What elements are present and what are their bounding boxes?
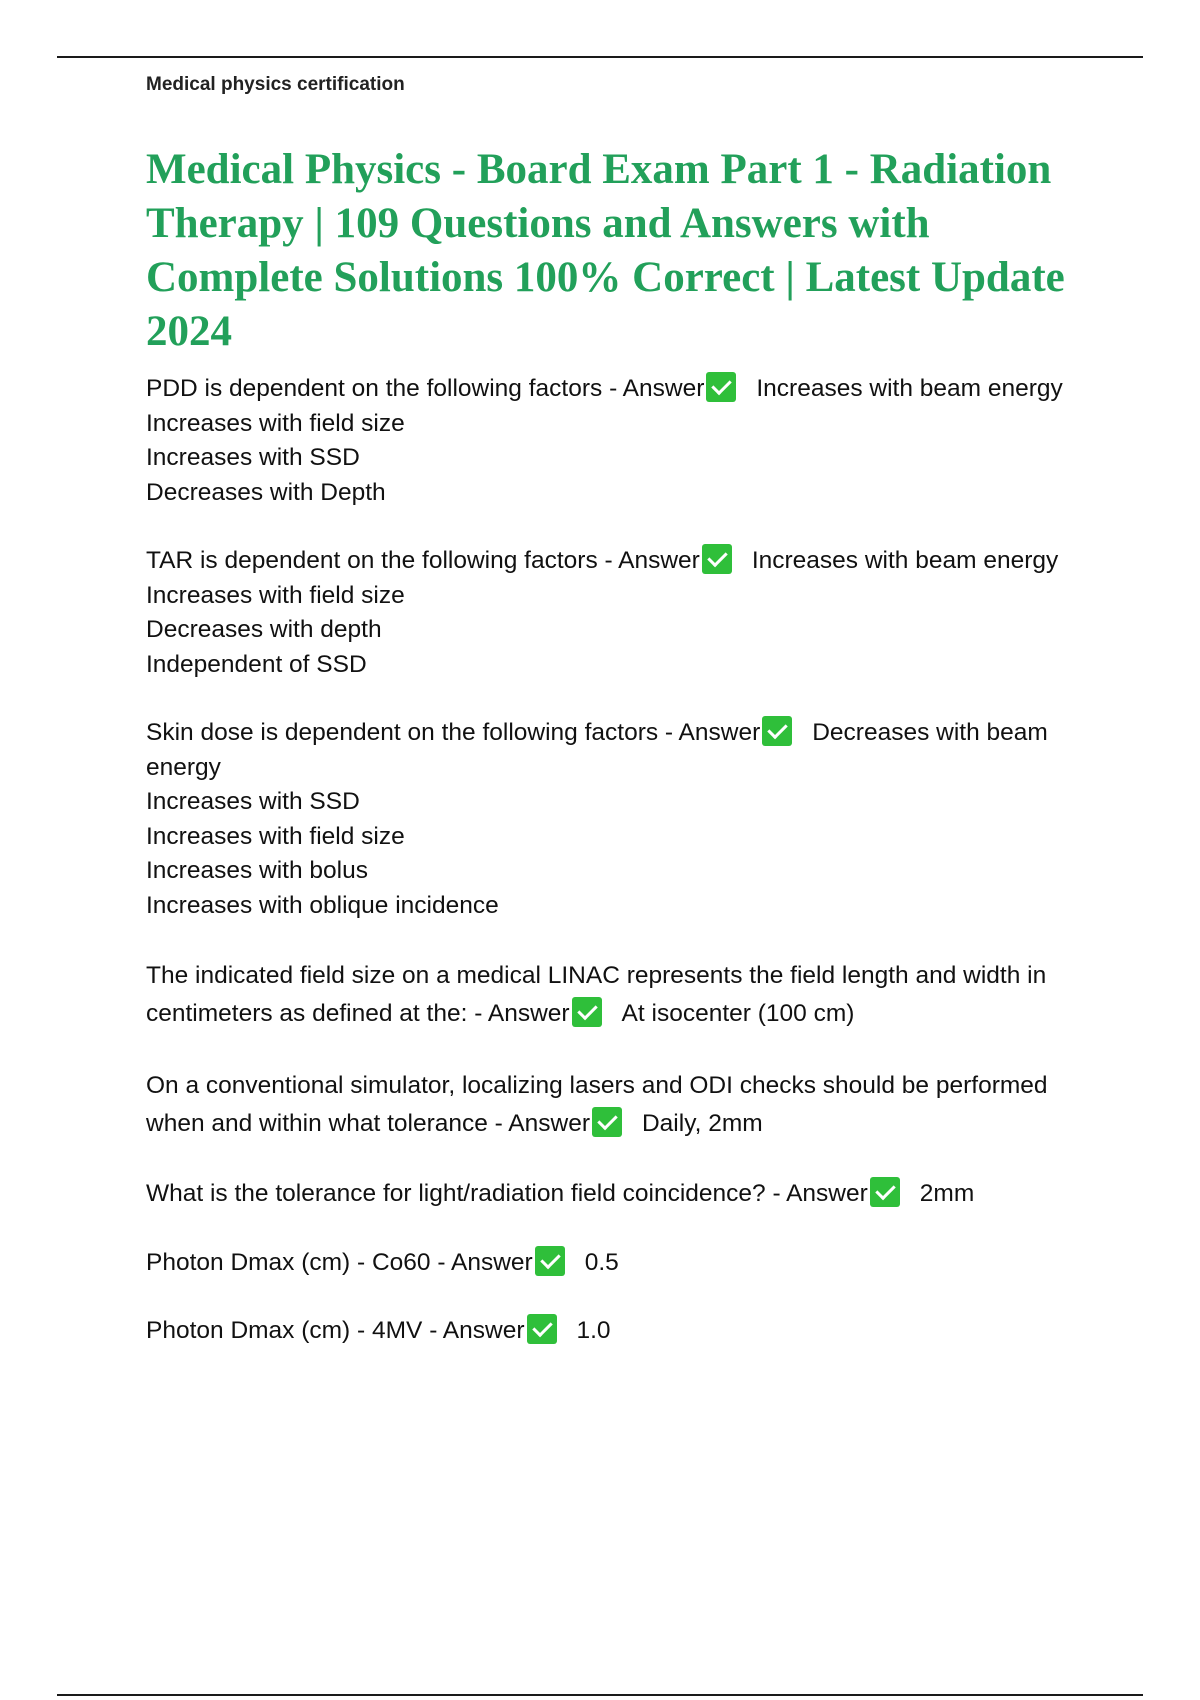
answer-text: 1.0 — [576, 1317, 611, 1344]
checkmark-icon — [527, 1314, 557, 1344]
answer-text: Decreases with beam energy — [146, 719, 1048, 781]
qa-item — [146, 1067, 1096, 1143]
qa-item — [146, 957, 1096, 1033]
question-text: The indicated field size on a medical LINAC represents the field length and width in centimeters as defined at the: — [146, 962, 1047, 1027]
answer-label: - Answer — [772, 1180, 868, 1207]
question-text: Photon Dmax (cm) - 4MV — [146, 1317, 423, 1344]
answer-label: - Answer — [474, 1000, 570, 1027]
document-title: Medical Physics - Board Exam Part 1 - Radiation Therapy | 109 Questions and Answers with Complete Solutions 100% Correct | Latest Update 2024 — [146, 146, 1065, 355]
answer-line: Increases with SSD — [146, 788, 360, 815]
qa-item — [146, 1177, 1096, 1212]
checkmark-icon — [535, 1246, 565, 1276]
answer-label: - Answer — [429, 1317, 525, 1344]
question-text: Skin dose is dependent on the following factors — [146, 719, 659, 746]
top-rule — [57, 56, 1143, 58]
qa-list — [146, 372, 1096, 1349]
checkmark-icon — [572, 997, 602, 1027]
answer-label: - Answer — [437, 1248, 533, 1276]
answer-text: 2mm — [919, 1180, 975, 1207]
qa-item — [146, 1246, 1096, 1281]
checkmark-icon — [706, 372, 736, 402]
answer-line: Increases with SSD — [146, 444, 360, 471]
answer-text: 0.5 — [584, 1248, 619, 1276]
qa-item — [146, 716, 1096, 923]
answer-line: Increases with field size — [146, 409, 405, 437]
page-header: Medical physics certification — [146, 74, 405, 95]
question-text: Photon Dmax (cm) - Co60 — [146, 1248, 431, 1276]
bottom-rule — [57, 1694, 1143, 1696]
answer-line: Increases with field size — [146, 822, 405, 850]
answer-label: - Answer — [609, 375, 705, 402]
answer-line: Independent of SSD — [146, 650, 367, 678]
answer-text: Daily, 2mm — [641, 1110, 763, 1137]
question-text: What is the tolerance for light/radiation field coincidence? — [146, 1180, 766, 1207]
question-text: PDD is dependent on the following factors — [146, 375, 603, 402]
answer-line: Increases with field size — [146, 581, 405, 609]
answer-text: Increases with beam energy — [756, 375, 1063, 402]
question-text: TAR is dependent on the following factors — [146, 547, 598, 574]
answer-line: Decreases with depth — [146, 616, 382, 643]
answer-label: - Answer — [664, 719, 761, 746]
qa-item — [146, 1314, 1096, 1349]
question-text: On a conventional simulator, localizing lasers and ODI checks should be performed when and within what tolerance — [146, 1072, 1048, 1137]
qa-item — [146, 372, 1096, 510]
answer-line: Increases with oblique incidence — [146, 891, 499, 919]
answer-label: - Answer — [604, 547, 700, 574]
answer-label: - Answer — [494, 1110, 590, 1137]
checkmark-icon — [702, 544, 732, 574]
checkmark-icon — [762, 716, 792, 746]
qa-item — [146, 544, 1096, 682]
checkmark-icon — [870, 1177, 900, 1207]
answer-line: Increases with bolus — [146, 857, 368, 884]
checkmark-icon — [592, 1107, 622, 1137]
answer-text: At isocenter (100 cm) — [621, 1000, 855, 1027]
answer-line: Decreases with Depth — [146, 478, 386, 506]
answer-text: Increases with beam energy — [751, 547, 1059, 574]
